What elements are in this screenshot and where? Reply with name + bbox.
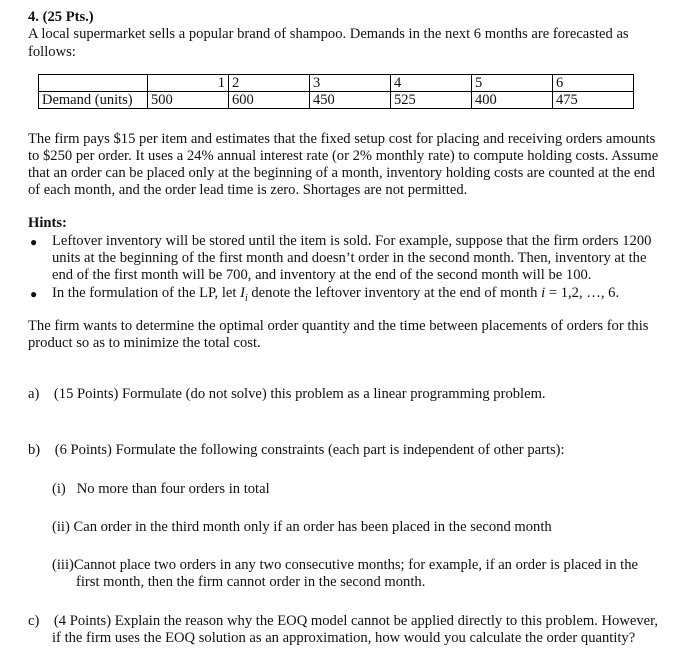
- objective-line: product so as to minimize the total cost.: [28, 335, 261, 351]
- bullet-icon: ●: [30, 235, 38, 249]
- month-cell: 1: [148, 75, 229, 92]
- problem-number: 4. (25 Pts.): [28, 9, 94, 25]
- hints-title: Hints:: [28, 215, 67, 231]
- row-label-cell: Demand (units): [39, 92, 148, 109]
- demand-cell: 450: [310, 92, 391, 109]
- part-c-line: if the firm uses the EOQ solution as an approximation, how would you calculate the order quantity?: [52, 630, 636, 646]
- hint-1-line: Leftover inventory will be stored until the item is sold. For example, suppose that the firm orders 1200: [52, 233, 652, 249]
- month-cell: 3: [310, 75, 391, 92]
- demand-table: [38, 74, 634, 109]
- part-b-iii-line: first month, then the firm cannot order in the second month.: [76, 574, 426, 590]
- month-cell: 2: [229, 75, 310, 92]
- demand-cell: 500: [148, 92, 229, 109]
- month-cell: 6: [553, 75, 634, 92]
- demand-cell: 600: [229, 92, 310, 109]
- table-header-row: [39, 75, 634, 92]
- part-a: a) (15 Points) Formulate (do not solve) this problem as a linear programming problem.: [28, 386, 546, 402]
- intro-line-1: A local supermarket sells a popular brand of shampoo. Demands in the next 6 months are forecasted as: [28, 26, 629, 42]
- hint-1-line: end of the first month will be 700, and inventory at the end of the second month will be 100.: [52, 267, 592, 283]
- bullet-icon: ●: [30, 287, 38, 301]
- description-line: to $250 per order. It uses a 24% annual interest rate (or 2% monthly rate) to compute holding costs. Assume: [28, 148, 659, 164]
- part-b-prompt: b) (6 Points) Formulate the following constraints (each part is independent of other parts):: [28, 442, 565, 458]
- part-c-line: c) (4 Points) Explain the reason why the EOQ model cannot be applied directly to this problem. However,: [28, 613, 659, 629]
- part-b-ii: (ii) Can order in the third month only if an order has been placed in the second month: [52, 519, 552, 535]
- table-corner-cell: [39, 75, 148, 92]
- objective-line: The firm wants to determine the optimal order quantity and the time between placements of orders for this: [28, 318, 649, 334]
- description-line: that an order can be placed only at the beginning of a month, inventory holding costs are counted at the end: [28, 165, 655, 181]
- description-line: The firm pays $15 per item and estimates that the fixed setup cost for placing and receiving orders amounts: [28, 131, 656, 147]
- description-line: of each month, and the order lead time is zero. Shortages are not permitted.: [28, 182, 468, 198]
- part-b-i: (i) No more than four orders in total: [52, 481, 270, 497]
- demand-cell: 475: [553, 92, 634, 109]
- month-cell: 4: [391, 75, 472, 92]
- demand-cell: 525: [391, 92, 472, 109]
- hint-1-line: units at the beginning of the first month and doesn’t order in the second month. Then, inventory at the: [52, 250, 647, 266]
- table-demand-row: [39, 92, 634, 109]
- intro-line-2: follows:: [28, 44, 76, 60]
- demand-cell: 400: [472, 92, 553, 109]
- part-b-iii-line: (iii)Cannot place two orders in any two consecutive months; for example, if an order is placed in the: [52, 557, 639, 573]
- month-cell: 5: [472, 75, 553, 92]
- hint-2-line: In the formulation of the LP, let $I_i$ denote the leftover inventory at the end of month i = 1,2, …, 6.: [52, 285, 620, 304]
